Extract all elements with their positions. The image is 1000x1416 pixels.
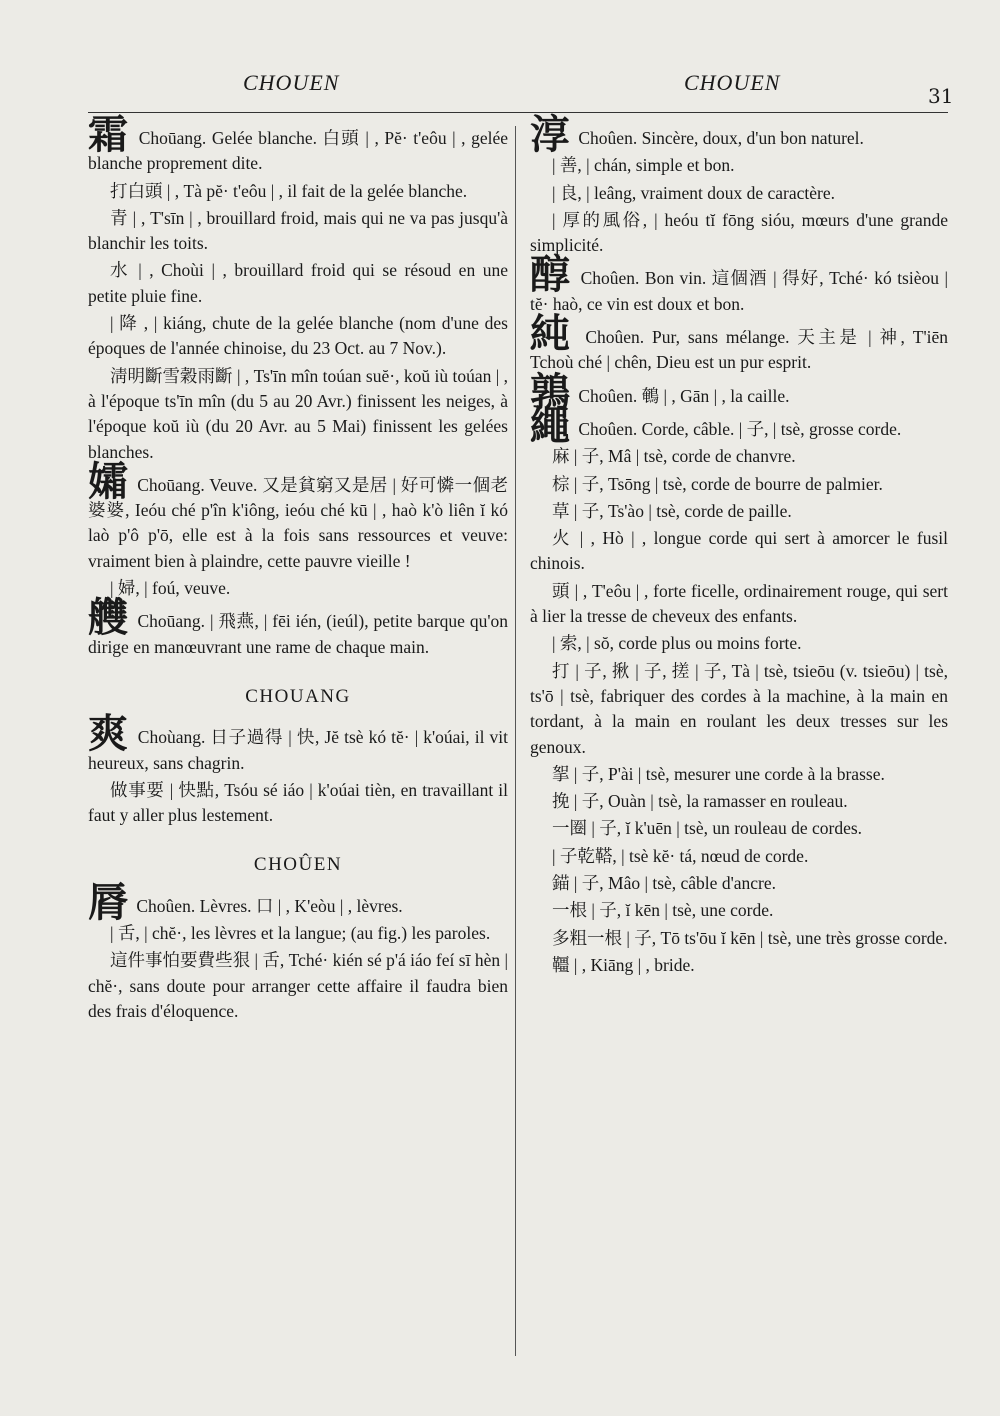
- sub-entry: 草 | 子, Ts'ào | tsè, corde de paille.: [552, 500, 792, 521]
- sub-entry: 水 | , Choùi | , brouillard froid qui se résoud en une petite pluie fine.: [88, 260, 508, 306]
- dictionary-entry: [530, 402, 948, 449]
- headword-character: 爽: [88, 711, 129, 758]
- dictionary-entry: [88, 112, 509, 177]
- sub-entry: 挐 | 子, P'ài | tsè, mesurer une corde à la brasse.: [552, 763, 885, 784]
- headword-character: 孀: [88, 458, 129, 505]
- sub-entry: | 婦, | foú, veuve.: [110, 578, 231, 599]
- sub-entry: 打白頭 | , Tà pĕ· t'eôu | , il fait de la gelée blanche.: [110, 180, 468, 201]
- dictionary-entry: [88, 711, 509, 776]
- sub-entry: 麻 | 子, Mâ | tsè, corde de chanvre.: [552, 446, 796, 467]
- dictionary-entry: [530, 252, 948, 317]
- sub-entry: 頭 | , T'eôu | , forte ficelle, ordinairement rouge, qui sert à lier la tresse de cheveux des enfants.: [530, 580, 948, 627]
- entry-definition: Choûen. Sincère, doux, d'un bon naturel.: [574, 128, 864, 148]
- sub-entry: 一圈 | 子, ĭ k'uēn | tsè, un rouleau de cordes.: [552, 818, 863, 839]
- sub-entry: 這件事怕要費些狠 | 舌, Tché· kién sé p'á iáo feí sī hèn | chĕ·, sans doute pour arranger cette affaire il faudra bien des frais d'éloquence.: [88, 950, 508, 1021]
- page-number: 31: [928, 84, 954, 108]
- headword-character: 繩: [530, 402, 570, 449]
- dictionary-entry: [530, 369, 948, 416]
- headword-character: 醇: [530, 252, 572, 299]
- sub-entry: 淸明斷雪穀雨斷 | , Ts'īn mîn toúan suĕ·, koŭ iù toúan | , à l'époque ts'īn mîn (du 5 au 20 Avr.) finissent les neiges, à l'époque koŭ iù (du 20 Avr. au 5 Mai) finissent les gelées blanches.: [88, 365, 508, 462]
- right-column: [530, 112, 948, 980]
- sub-entry: | 子乾鞳, | tsè kĕ· tá, nœud de corde.: [552, 845, 809, 866]
- sub-entry: 多粗一根 | 子, Tō ts'ōu ĭ kēn | tsè, une très grosse corde.: [552, 927, 948, 948]
- header-rule: [88, 112, 948, 113]
- entry-definition: Choūang. Gelée blanche. 白頭 | , Pĕ· t'eôu | , gelée blanche proprement dite.: [88, 128, 509, 174]
- headword-character: 脣: [88, 879, 128, 926]
- entry-definition: Choūang. | 飛燕, | fēi ién, (ieúl), petite barque qu'on dirige en manœuvrant une rame de chaque main.: [88, 611, 508, 657]
- sub-entry: | 善, | chán, simple et bon.: [552, 155, 735, 176]
- entry-definition: Choûen. Corde, câble. | 子, | tsè, grosse corde.: [574, 418, 902, 439]
- sub-entry: 打 | 子, 揪 | 子, 搓 | 子, Tà | tsè, tsieōu (v. tsieōu) | tsè, ts'ō | tsè, fabriquer des cordes à la machine, à la main en tordant, à la main en roulant les deux tresses sur les genoux.: [530, 660, 948, 757]
- running-head-left: CHOUEN: [243, 70, 340, 95]
- sub-entry: 棕 | 子, Tsōng | tsè, corde de bourre de palmier.: [552, 473, 883, 494]
- headword-character: 淳: [530, 112, 570, 158]
- dictionary-entry: [530, 112, 948, 158]
- sub-entry: 韁 | , Kiāng | , bride.: [552, 954, 695, 975]
- entry-definition: Choūang. Veuve. 又是貧窮又是居 | 好可憐一個老婆婆, Ieóu ché p'în k'iông, ieóu ché kū | , haò k'ò liên ĭ kó laò p'ô p'ō, elle est à la fois sans ressources et veuve: vraiment bien à plaindre, cette pauvre vieille !: [88, 474, 509, 571]
- sub-entry: | 舌, | chĕ·, les lèvres et la langue; (au fig.) les paroles.: [110, 923, 491, 944]
- headword-character: 純: [530, 311, 574, 358]
- entry-definition: Choûen. Pur, sans mélange. 天主是 | 神, T'iēn Tchoù ché | chên, Dieu est un pur esprit.: [530, 327, 948, 373]
- sub-entry: 做事要 | 快點, Tsóu sé iáo | k'oúai tièn, en travaillant il faut y aller plus lestement.: [88, 779, 508, 826]
- sub-entry: 火 | , Hò | , longue corde qui sert à amorcer le fusil chinois.: [530, 528, 948, 574]
- section-heading: CHOÛEN: [253, 854, 343, 876]
- entry-definition: Choûen. Lèvres. 口 | , K'eòu | , lèvres.: [132, 895, 403, 916]
- headword-character: 鶉: [530, 369, 570, 416]
- sub-entry: | 良, | leâng, vraiment doux de caractère.: [552, 182, 835, 203]
- running-head-right: CHOUEN: [684, 70, 781, 95]
- entry-definition: Choûen. 鵪 | , Gān | , la caille.: [574, 385, 790, 406]
- sub-entry: 錨 | 子, Mâo | tsè, câble d'ancre.: [552, 873, 776, 894]
- sub-entry: | 厚的風俗, | heóu tĭ fōng sióu, mœurs d'une grande simplicité.: [530, 209, 948, 256]
- entry-definition: Choûen. Bon vin. 這個酒 | 得好, Tché· kó tsièou | tĕ· haò, ce vin est doux et bon.: [530, 268, 948, 314]
- sub-entry: 一根 | 子, ĭ kēn | tsè, une corde.: [552, 900, 774, 921]
- left-column: [88, 112, 509, 1026]
- sub-entry: | 索, | sŏ, corde plus ou moins forte.: [552, 633, 802, 654]
- sub-entry: 青 | , T'sīn | , brouillard froid, mais qui ne va pas jusqu'à blanchir les toits.: [88, 207, 508, 254]
- dictionary-entry: [530, 311, 948, 376]
- column-divider: [515, 126, 516, 1356]
- section-heading: CHOUANG: [245, 685, 351, 707]
- dictionary-entry: [88, 879, 508, 926]
- headword-character: 艭: [88, 595, 129, 642]
- headword-character: 霜: [88, 112, 130, 158]
- dictionary-entry: [88, 595, 508, 660]
- sub-entry: | 降 , | kiáng, chute de la gelée blanche (nom d'une des époques de l'année chinoise, du 23 Oct. au 7 Nov.).: [88, 313, 508, 359]
- sub-entry: 挽 | 子, Ouàn | tsè, la ramasser en rouleau.: [552, 791, 848, 812]
- dictionary-entry: [88, 458, 509, 574]
- entry-definition: Choùang. 日子過得 | 快, Jĕ tsè kó tĕ· | k'oúai, il vit heureux, sans chagrin.: [88, 727, 509, 773]
